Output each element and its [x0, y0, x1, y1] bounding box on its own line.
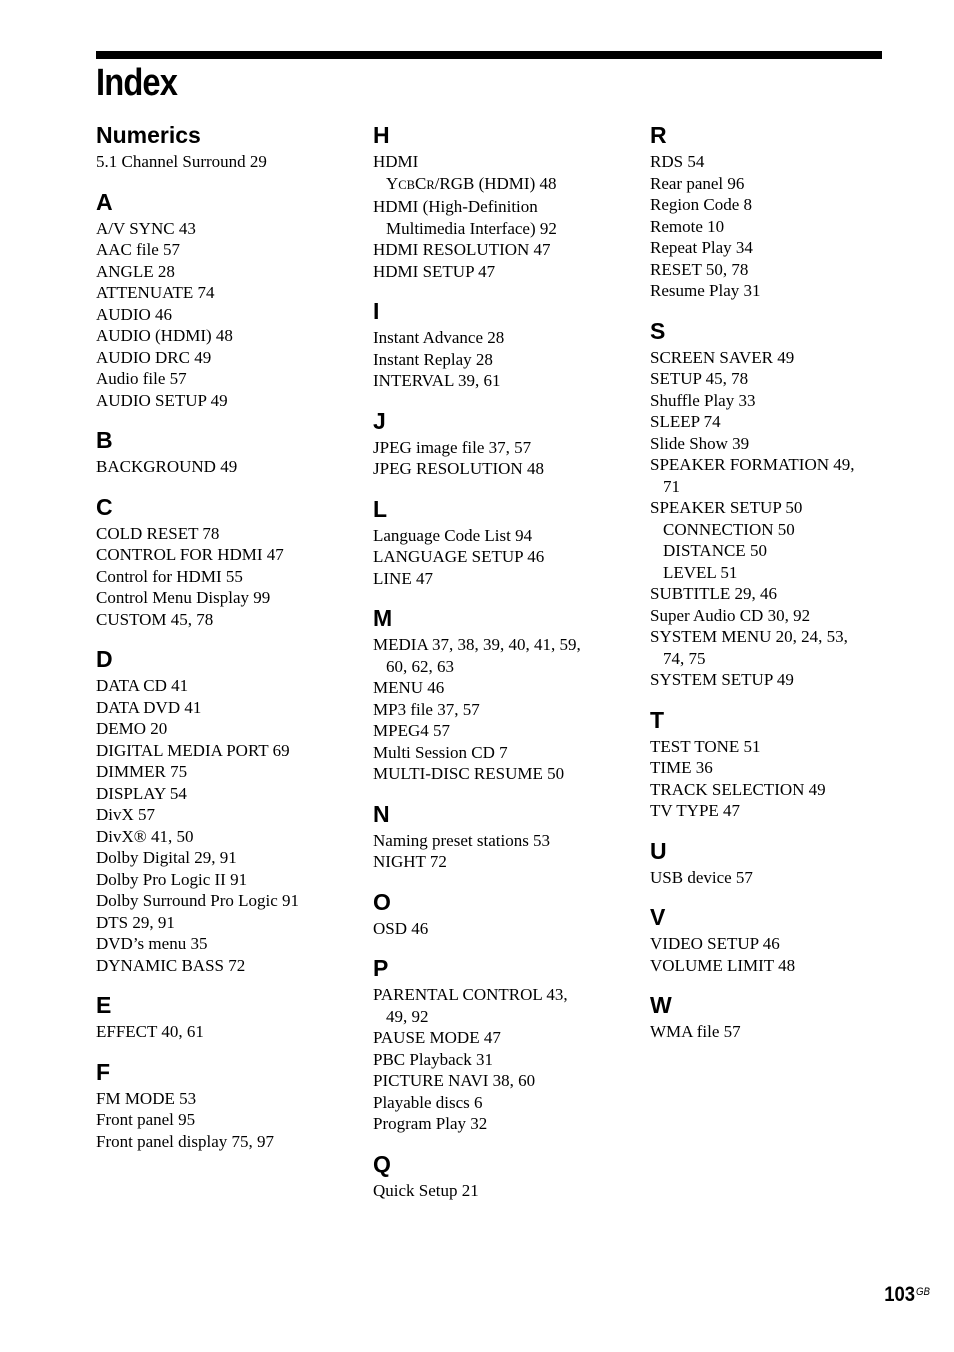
index-entry-continuation: 60, 62, 63: [386, 656, 454, 676]
index-entry: Control Menu Display 99: [96, 588, 271, 607]
index-column-3: [650, 120, 912, 1043]
index-entry: AUDIO SETUP 49: [96, 390, 228, 410]
index-entry: MP3 file 37, 57: [373, 699, 480, 719]
index-entry: DATA CD 41: [96, 676, 189, 695]
page-title: Index: [96, 62, 178, 104]
index-entry-continuation: Multimedia Interface) 92: [386, 218, 557, 238]
index-entry: TIME 36: [650, 758, 713, 777]
index-entry: EFFECT 40, 61: [96, 1022, 204, 1041]
index-entry-continuation: 71: [663, 476, 680, 496]
index-entry: Rear panel 96: [650, 173, 745, 193]
ycbcr-cb: CB: [398, 177, 415, 192]
index-entry: INTERVAL 39, 61: [373, 371, 501, 390]
index-entry: Audio file 57: [96, 369, 187, 388]
section-heading: Q: [373, 1150, 391, 1177]
index-entry: DIMMER 75: [96, 762, 188, 781]
page-number-suffix: GB: [916, 1286, 930, 1298]
section-heading: U: [650, 837, 667, 864]
index-entry: Naming preset stations 53: [373, 830, 551, 850]
index-entry: JPEG RESOLUTION 48: [373, 459, 544, 478]
ycbcr-c: C: [414, 173, 427, 193]
index-entry: PAUSE MODE 47: [373, 1028, 501, 1047]
section-heading: W: [650, 992, 672, 1018]
index-entry: SPEAKER SETUP 50: [650, 498, 803, 517]
index-entry: ATTENUATE 74: [96, 283, 215, 302]
index-entry: Language Code List 94: [373, 525, 533, 545]
index-entry: LINE 47: [373, 568, 433, 588]
index-entry: HDMI RESOLUTION 47: [373, 240, 551, 259]
section-heading: H: [373, 122, 390, 148]
section-heading: C: [96, 493, 113, 520]
index-entry: Region Code 8: [650, 195, 752, 214]
index-entry: LANGUAGE SETUP 46: [373, 547, 545, 566]
index-entry: DTS 29, 91: [96, 912, 175, 932]
index-column-1: [96, 120, 358, 1152]
index-subentry: DISTANCE 50: [663, 541, 767, 560]
index-entry: Front panel 95: [96, 1110, 196, 1129]
index-entry: DEMO 20: [96, 719, 168, 738]
index-subentry: CONNECTION 50: [663, 519, 795, 539]
index-entry-continuation: 49, 92: [386, 1006, 429, 1026]
page-number-value: 103: [884, 1283, 916, 1306]
page-number: [884, 1283, 930, 1307]
section-heading: A: [96, 188, 113, 215]
index-entry: BACKGROUND 49: [96, 457, 238, 476]
index-entry: Program Play 32: [373, 1114, 488, 1133]
index-entry: VOLUME LIMIT 48: [650, 955, 796, 975]
index-entry: TEST TONE 51: [650, 736, 761, 756]
section-heading: O: [373, 888, 391, 915]
section-heading: J: [373, 407, 386, 434]
index-entry: A/V SYNC 43: [96, 218, 196, 238]
index-entry: Instant Replay 28: [373, 349, 493, 369]
index-entry: TV TYPE 47: [650, 801, 741, 820]
section-heading: Numerics: [96, 122, 201, 148]
index-entry: HDMI: [373, 152, 419, 171]
index-entry: DIGITAL MEDIA PORT 69: [96, 740, 290, 760]
section-heading: V: [650, 904, 666, 930]
index-entry: FM MODE 53: [96, 1088, 197, 1108]
index-entry: SPEAKER FORMATION 49,: [650, 455, 855, 474]
section-heading: D: [96, 646, 113, 672]
ycbcr-r: R: [426, 177, 435, 192]
section-heading: F: [96, 1058, 111, 1085]
index-entry: SCREEN SAVER 49: [650, 347, 795, 367]
index-entry: Playable discs 6: [373, 1092, 483, 1112]
index-entry: Quick Setup 21: [373, 1180, 479, 1200]
section-heading: T: [650, 706, 665, 733]
index-entry: COLD RESET 78: [96, 523, 220, 543]
index-entry: RDS 54: [650, 152, 705, 171]
index-entry: Front panel display 75, 97: [96, 1131, 275, 1151]
top-rule: [96, 51, 882, 59]
index-entry: SYSTEM MENU 20, 24, 53,: [650, 627, 848, 646]
index-entry: CUSTOM 45, 78: [96, 609, 214, 629]
index-entry: MPEG4 57: [373, 721, 450, 740]
index-entry: DivX 57: [96, 805, 156, 824]
index-entry: MEDIA 37, 38, 39, 40, 41, 59,: [373, 635, 581, 654]
index-entry: HDMI (High-Definition: [373, 197, 538, 216]
index-entry: MENU 46: [373, 678, 445, 697]
index-entry: DYNAMIC BASS 72: [96, 955, 246, 975]
index-entry: SYSTEM SETUP 49: [650, 670, 794, 689]
index-entry: SETUP 45, 78: [650, 369, 749, 388]
index-entry: Dolby Pro Logic II 91: [96, 869, 248, 889]
index-entry: AUDIO DRC 49: [96, 347, 212, 367]
index-entry: SUBTITLE 29, 46: [650, 584, 778, 603]
index-entry: CONTROL FOR HDMI 47: [96, 545, 284, 564]
index-entry: ANGLE 28: [96, 261, 175, 281]
index-entry: USB device 57: [650, 867, 753, 887]
index-entry: DVD’s menu 35: [96, 934, 208, 953]
index-entry: PICTURE NAVI 38, 60: [373, 1071, 536, 1090]
index-entry: Slide Show 39: [650, 433, 750, 453]
index-entry: Instant Advance 28: [373, 328, 505, 347]
index-entry: Control for HDMI 55: [96, 566, 243, 586]
index-entry: 5.1 Channel Surround 29: [96, 152, 267, 171]
index-entry: Dolby Digital 29, 91: [96, 848, 237, 867]
index-entry: SLEEP 74: [650, 412, 721, 431]
section-heading: P: [373, 955, 389, 981]
section-heading: B: [96, 427, 113, 453]
section-heading: M: [373, 605, 393, 631]
index-entry: Remote 10: [650, 216, 725, 236]
index-entry: Shuffle Play 33: [650, 390, 756, 410]
section-heading: I: [373, 298, 380, 324]
index-entry: PARENTAL CONTROL 43,: [373, 985, 568, 1004]
index-entry: AUDIO (HDMI) 48: [96, 326, 233, 345]
index-column-2: [373, 120, 635, 1201]
section-heading: N: [373, 800, 390, 827]
index-entry: Repeat Play 34: [650, 238, 753, 257]
index-entry: AAC file 57: [96, 240, 181, 259]
index-entry: WMA file 57: [650, 1022, 741, 1041]
index-entry: DATA DVD 41: [96, 697, 202, 717]
section-heading: E: [96, 992, 112, 1018]
index-entry: RESET 50, 78: [650, 259, 749, 279]
index-entry: DivX® 41, 50: [96, 826, 194, 846]
index-entry: Dolby Surround Pro Logic 91: [96, 891, 300, 910]
index-entry: PBC Playback 31: [373, 1049, 493, 1069]
section-heading: S: [650, 317, 666, 344]
section-heading: L: [373, 495, 388, 522]
index-entry: MULTI-DISC RESUME 50: [373, 764, 565, 783]
index-entry: JPEG image file 37, 57: [373, 437, 532, 457]
index-entry: Multi Session CD 7: [373, 742, 508, 762]
ycbcr-y: Y: [386, 173, 399, 193]
index-entry: NIGHT 72: [373, 852, 447, 871]
index-entry: Resume Play 31: [650, 281, 761, 300]
ycbcr-rest: /RGB (HDMI) 48: [434, 173, 557, 193]
index-entry: AUDIO 46: [96, 304, 173, 324]
index-entry: OSD 46: [373, 918, 429, 938]
index-entry: VIDEO SETUP 46: [650, 934, 780, 953]
index-entry: Super Audio CD 30, 92: [650, 605, 811, 625]
section-heading: R: [650, 122, 667, 148]
index-subentry: [373, 173, 635, 197]
index-subentry: LEVEL 51: [663, 562, 738, 582]
index-entry: TRACK SELECTION 49: [650, 779, 826, 799]
index-entry: HDMI SETUP 47: [373, 261, 496, 281]
index-entry-continuation: 74, 75: [663, 648, 706, 668]
index-entry: DISPLAY 54: [96, 783, 187, 803]
